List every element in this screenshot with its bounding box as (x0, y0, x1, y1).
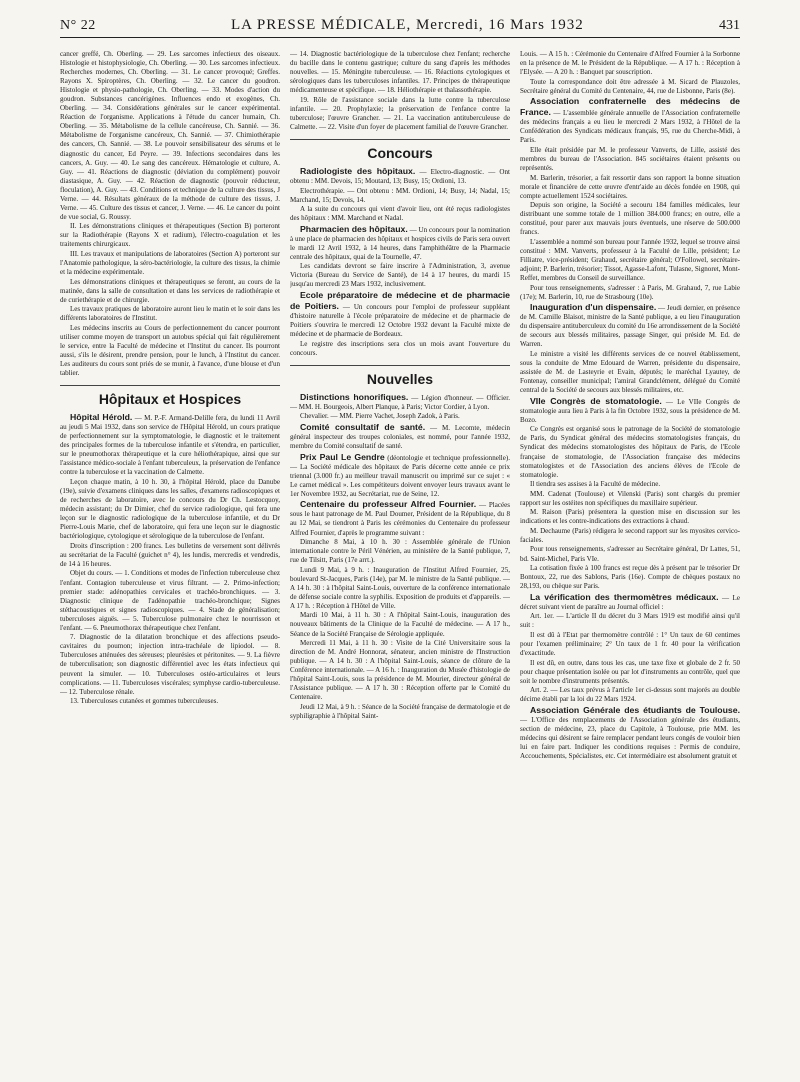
paragraph: 7. Diagnostic de la dilatation bronchique et des affections pseudo-cavitaires du poumon; injection intra-trachéale de lipiodol. — 8. Tuberculoses atténuées des séreuses; pleurésies et péritonites. — 9. La fièvre de tuberculisation; son diagnostic différentiel avec les états infectieux qui peuvent la simuler. — 10. Tuberculoses ostéo-articulaires et leurs complications. — 11. Tuberculoses viscérales; symphyse cardio-tuberculeuse. — 12. Tuberculose rénale. (60, 633, 280, 696)
paragraph: Lundi 9 Mai, à 9 h. : Inauguration de l'Institut Alfred Fournier, 25, boulevard St-Jacques, Paris (14e), par M. le ministre de la Santé publique. — A 14 h. 30 : à l'hôpital Saint-Louis, ouverture de la conférence internationale de défense sociale contre la syphilis. Exposition de produits et d'appareils. — A 17 h. : Réception à l'Hôtel de Ville. (290, 565, 510, 610)
article-text: — Légion d'honneur. — Officier. — MM. H. Bourgeois, Albert Planque, à Paris; Victor Cordier, à Lyon. (290, 393, 510, 411)
paragraph: Electrothérapie. — Ont obtenu : MM. Ordioni, 14; Busy, 14; Nadal, 15; Marchand, 15; Devois, 14. (290, 186, 510, 204)
article-title: Association confraternelle des médecins de France. (520, 96, 740, 118)
article-prix (290, 452, 510, 499)
article-title: Comité consultatif de santé. (300, 422, 426, 432)
article-inauguration (520, 302, 740, 349)
paragraph: Ce Congrès est organisé sous le patronage de la Société de stomatologie de Paris, du Syndicat général des médecins stomatologistes français, du Syndicat des médecins stomatologistes des hôpitaux de Paris, de l'Ecole française de stomatologie, de l'Association française des médecins stomatologistes et de l'Association des anciens élèves de l'Ecole de stomatologie. (520, 425, 740, 479)
article-title: VIIe Congrès de stomatologie. (530, 395, 662, 406)
paragraph: Il tiendra ses assises à la Faculté de médecine. (530, 480, 661, 489)
paragraph: Les médecins inscrits au Cours de perfectionnement du cancer pourront utiliser comme moyen de transport un autobus spécial qui fait régulièrement le service, entre la Faculté de médecine et l'Institut du cancer. Ils pourront aussi, s'ils le désirent, prendre pension, pour le lunch, à l'Institut du cancer. Les auditeurs du cours sont priés de se munir, à l'avance, d'une blouse et d'un tablier. (60, 323, 280, 378)
paragraph: Chevalier. — MM. Pierre Vachet, Joseph Zadok, à Paris. (300, 412, 460, 421)
article-text: (déontologie et technique professionnelle). — La Société médicale des hôpitaux de Paris décerne cette année ce prix triennal (3.000 fr.) au meilleur travail manuscrit ou imprimé sur ce sujet : « Le carnet médical ». Les compétiteurs doivent envoyer leurs travaux avant le 1er Novembre 1932, au Secrétariat, rue de Seine, 12. (290, 453, 510, 498)
column-2 (290, 50, 510, 1072)
article-columns (60, 50, 740, 1072)
paragraph: Art. 2. — Les taux prévus à l'article 1er ci-dessus sont majorés au double décime établi par la loi du 22 Mars 1924. (520, 686, 740, 704)
article-title: Radiologiste des hôpitaux. (300, 165, 416, 176)
article-text: — Le décret suivant vient de paraître au Journal officiel : (520, 593, 740, 611)
paragraph: A la suite du concours qui vient d'avoir lieu, ont été reçus radiologistes des hôpitaux : MM. Marchand et Nadal. (290, 205, 510, 223)
article-etudiants-toulouse (520, 705, 740, 761)
paragraph: MM. Cadenat (Toulouse) et Vilenski (Paris) sont chargés du premier rapport sur les ostéites non spécifiques du maxillaire supérieur. (520, 489, 740, 507)
section-title-hopitaux: Hôpitaux et Hospices (60, 385, 280, 407)
paragraph: Leçon chaque matin, à 10 h. 30, à l'hôpital Hérold, place du Danube (19e), suivie d'examens cliniques dans les salles, d'examens radioscopiques et de recherches de laboratoire, avec le concours du Dr Ch. Lestocquoy, médecin assistant; du Dr Dimier, chef du service radiologique, qui fera une leçon sur le diagnostic radiologique de la tuberculose infantile, et du Dr Pierre-Louis Marie, chef de laboratoire, qui fera une leçon sur le diagnostic bactériologique, cytologique et sérologique de la tuberculose de l'enfant. (60, 478, 280, 541)
article-thermometres (520, 592, 740, 612)
page-number: 431 (719, 18, 740, 33)
paragraph: Objet du cours. — 1. Conditions et modes de l'infection tuberculeuse chez l'enfant. Contagion tuberculeuse et virus filtrant. — 2. Primo-infection; premier stade: adénopathies cervicales et trachéo-bronchiques. — 3. Diagnostic clinique de l'adénopathie trachéo-bronchique; Signes stéthacoustiques et signes radioscopiques. — 4. Stade de généralisation; tuberculoses aiguës. — 5. Tuberculose pulmonaire chez le nourrisson et l'enfant. — 6. Pneumothorax thérapeutique chez l'enfant. (60, 569, 280, 632)
article-title: Hôpital Hérold. (70, 412, 133, 423)
paragraph: II. Les démonstrations cliniques et thérapeutiques (Section B) porteront sur la Radiothérapie (Rayons X et radium), l'électro-coagulation et les traitements chirurgicaux. (60, 222, 280, 249)
article-text: — Le VIIe Congrès de stomatologie aura lieu à Paris à la fin Octobre 1932, sous la présidence de M. Bozo. (520, 397, 740, 424)
article-title: Association Générale des étudiants de Toulouse. (530, 704, 740, 715)
column-1 (60, 50, 280, 1072)
paragraph: Art. 1er. — L'article II du décret du 3 Mars 1919 est modifié ainsi qu'il suit : (520, 612, 740, 630)
article-title: La vérification des thermomètres médicaux. (530, 591, 719, 602)
article-text: — Un concours pour la nomination à une place de pharmacien des hôpitaux et hospices civils de Paris sera ouvert le mardi 12 Avril 1932, à 14 heures, dans l'amphithéâtre de la Pharmacie centrale des hôpitaux, quai de la Tournelle, 47. (290, 225, 510, 261)
paragraph: Il est dû à l'Etat par thermomètre contrôlé : 1° Un taux de 60 centimes pour l'examen préliminaire; 2° Un taux de 1 fr. 40 pour la vérification d'exactitude. (520, 630, 740, 657)
paragraph: Depuis son origine, la Société a secouru 184 familles médicales, leur distribuant une somme totale de 1 million 384.000 francs; en outre, elle a constitué, pour parer aux mauvais jours éventuels, une réserve de 500.000 francs. (520, 201, 740, 237)
paragraph: Mercredi 11 Mai, à 11 h. 30 : Visite de la Cité Universitaire sous la direction de M. André Honnorat, sénateur, ancien ministre de l'Instruction publique. — A 14 h. 30 : A l'hôpital Saint-Louis, séance de clôture de la Conférence internationale. — A 16 h. : Inauguration du Musée d'histologie de l'hôpital Saint-Louis, sous la présidence de M. Mourier, directeur général de l'Assistance publique. — A 17 h. 30 : Réception offerte par le Comité du Centenaire. (290, 639, 510, 702)
paragraph: Pour tous renseignements, s'adresser : à Paris, M. Grahaud, 7, rue Labie (17e); M. Barlerin, 10, rue de Strasbourg (10e). (520, 283, 740, 301)
paragraph: La cotisation fixée à 100 francs est reçue dès à présent par le trésorier Dr Bontoux, 22, rue des Sablons, Paris (16e). Compte de chèques postaux no 28,193, ou chèque sur Paris. (520, 564, 740, 591)
paragraph: — 14. Diagnostic bactériologique de la tuberculose chez l'enfant; recherche du bacille dans le contenu gastrique; culture du sang d'après les méthodes nouvelles. — 15. Méningite tuberculeuse. — 16. Réactions cytologiques et sérologiques dans les tuberculoses infantiles. 17. Principes de thérapeutique médicamenteuse et spécifique. — 18. Héliothérapie et thalassothérapie. (290, 50, 510, 95)
paragraph: Les démonstrations cliniques et thérapeutiques se feront, au cours de la matinée, dans la salle de consultation et dans les services de radiothérapie et de curiethérapie et de chirurgie. (60, 277, 280, 304)
section-title-nouvelles: Nouvelles (290, 365, 510, 387)
paragraph: Toute la correspondance doit être adressée à M. Sicard de Plauzoles, Secrétaire général du Comité du Centenaire, 44, rue de Lisbonne, Paris (8e). (520, 77, 740, 95)
paragraph: Mardi 10 Mai, à 11 h. 30 : A l'hôpital Saint-Louis, inauguration des nouveaux bâtiments de la Clinique de la Faculté de médecine. — A 17 h., Séance de la Société Française de Sérologie appliquée. (290, 611, 510, 638)
paragraph: Elle était présidée par M. le professeur Vanverts, de Lille, assisté des membres du bureau de l'Association. 845 sociétaires étaient présents ou représentés. (520, 145, 740, 173)
article-herold (60, 412, 280, 477)
article-distinctions (290, 392, 510, 412)
paragraph: M. Dechaume (Paris) rédigera le second rapport sur les myosites cervico-faciales. (520, 526, 740, 544)
article-text: — Un concours pour l'emploi de professeur suppléant d'histoire naturelle à l'école préparatoire de médecine et de pharmacie de Poitiers s'ouvrira le mercredi 12 Octobre 1932 devant la Faculté mixte de médecine et de pharmacie de Bordeaux. (290, 303, 510, 339)
paragraph: 19. Rôle de l'assistance sociale dans la lutte contre la tuberculose infantile. — 20. Prophylaxie; la préservation de l'enfance contre la tuberculose; l'œuvre Grancher. — 21. La vaccination antituberculeuse de Calmette. — 22. Visite d'un foyer de placement familial de l'œuvre Grancher. (290, 95, 510, 131)
article-title: Inauguration d'un dispensaire. (530, 302, 657, 313)
article-text: — L'Office des remplacements de l'Association générale des étudiants, section de médecine, 23, place du Capitole, à Toulouse, prie MM. les médecins qui désirent se faire remplacer pendant leurs congés de vouloir bien lui en faire part. Indiquer les conditions requises : Permis de conduire, Accouchements, Spécialistes, etc. Cet intermédiaire est absolument gratuit et (520, 715, 740, 761)
paragraph: Le registre des inscriptions sera clos un mois avant l'ouverture du concours. (290, 339, 510, 357)
paragraph: 13. Tuberculoses cutanées et gommes tuberculeuses. (70, 697, 219, 706)
article-text: — M. Lecomte, médecin général inspecteur des troupes coloniales, est nommé, pour l'année 1932, membre du Comité consultatif de santé. (290, 424, 510, 451)
paragraph: Le ministre a visité les différents services de ce nouvel établissement, sous la conduite de Mme Edouard de Warren, présidente du dispensaire, assistée de M. de Lasteyrie et Evain, députés; le maréchal Lyautey, de Fontenay, conseiller municipal; l'amiral Grandclément, délégué du Comité central de la Société de secours aux blessés militaires, etc. (520, 350, 740, 395)
paragraph: L'assemblée a nommé son bureau pour l'année 1932, lequel se trouve ainsi constitué : MM. Vanverts, professeur à la Faculté de Lille, président; Le Filliatre, vice-président; Grahaud, secrétaire général; O'Followel, secrétaire-adjoint; P. Barlerin, trésorier; Tissot, Agasse-Lafont, Tulasne, Signoret, Mont-Reffet, membres du Conseil de surveillance. (520, 237, 740, 283)
page-header (60, 14, 740, 38)
article-pharmacien (290, 224, 510, 262)
article-title: Centenaire du professeur Alfred Fournier. (300, 499, 477, 510)
article-text: — Placées sous le haut patronage de M. Paul Doumer, Président de la République, du 8 au 12 Mai, se tiendront à Paris les cérémonies du Centenaire du professeur Alfred Fournier, d'après le programme suivant : (290, 501, 510, 537)
paragraph: M. Raison (Paris) présentera la question mise en discussion sur les indications et les contre-indications des extractions à chaud. (520, 508, 740, 526)
issue-number: N° 22 (60, 18, 96, 33)
paragraph: Les candidats devront se faire inscrire à l'Administration, 3, avenue Victoria (Bureau du Service de Santé), de 14 à 17 heures, du mardi 15 jusqu'au mercredi 23 Mars 1932, inclusivement. (290, 262, 510, 289)
paragraph: Les travaux pratiques de laboratoire auront lieu le matin et le soir dans les différents laboratoires de l'Institut. (60, 305, 280, 323)
article-title: Distinctions honorifiques. (300, 391, 409, 402)
paragraph: Jeudi 12 Mai, à 9 h. : Séance de la Société française de dermatologie et de syphiligraphie à l'hôpital Saint- (290, 702, 510, 720)
article-text: — Electro-diagnostic. — Ont obtenu : MM. Devois, 15; Moutard, 13; Busy, 15; Ordioni, 13. (290, 167, 510, 185)
paragraph: Dimanche 8 Mai, à 10 h. 30 : Assemblée générale de l'Union internationale contre le Péril Vénérien, au ministère de la Santé publique, 7, rue de Tilsitt, Paris (17e arrt.). (290, 538, 510, 565)
article-title: Ecole préparatoire de médecine et de pharmacie de Poitiers. (290, 290, 510, 312)
paragraph: Pour tous renseignements, s'adresser au Secrétaire général, Dr Lattes, 51, bd. Saint-Michel, Paris VIe. (520, 545, 740, 563)
section-title-concours: Concours (290, 139, 510, 161)
paragraph: Droits d'inscription : 200 francs. Les bulletins de versement sont délivrés au secrétariat de la Faculté (guichet n° 4), les lundis, mercredis et vendredis, de 14 à 16 heures. (60, 541, 280, 568)
article-radiologiste (290, 166, 510, 186)
journal-title: LA PRESSE MÉDICALE, Mercredi, 16 Mars 1932 (230, 17, 584, 33)
article-comite (290, 422, 510, 451)
article-ecole-poitiers (290, 290, 510, 339)
paragraph: Il est dû, en outre, dans tous les cas, une taxe fixe et globale de 2 fr. 50 pour chaque présentation isolée ou par lot d'instruments au contrôle, quel que soit le nombre d'instruments présentés. (520, 658, 740, 685)
article-stomatologie (520, 396, 740, 425)
article-centenaire (290, 499, 510, 537)
article-text: — M. P.-F. Armand-Delille fera, du lundi 11 Avril au jeudi 5 Mai 1932, dans son service de l'Hôpital Hérold, un cours pratique de perfectionnement sur la symptomatologie, le diagnostic et le traitement des principales formes de la tuberculose infantile et s'étendra, en particulier, sur le pneumothorax thérapeutique et la cure héliothérapique, ainsi que sur l'assistance médico-sociale à l'enfant tuberculeux, la préservation de l'enfance contre la tuberculose et la vaccination de Calmette. (60, 414, 280, 477)
paragraph: cancer greffé, Ch. Oberling. — 29. Les sarcomes infectieux des oiseaux. Histologie et histophysiologie, Ch. Oberling. — 30. Les sarcomes infectieux. Recherches modernes, Ch. Oberling. — 31. Le cancer provoqué; Greffes. Rayons X. Spiroptères, Ch. Oberling. — 32. Le cancer du goudron. Histologie et physio-pathologie, Ch. Oberling. — 33. Modes d'action du goudron. Substances cancérigènes. Influences endo et exogènes, Ch. Oberling. — 34. Considérations générales sur le cancer expérimental. Réaction de l'organisme. Applications à l'étude du cancer humain, Ch. Oberling. — 35. Métabolisme de la cellule cancéreuse, Ch. Sannié. — 36. Métabolisme de l'organisme cancéreux, Ch. Sannié. — 37. Chimiothérapie des cancers, Ch. Sannié. — 38. Le pouvoir sensibilisateur des sérums et le diagnostic du cancer, Ed Peyre. — 39. Infections secondaires dans les cancers, A. Guy. — 40. Le sang des cancéreux. Hématologie et culture, A. Guy. — 41. Réactions de diagnostic (déviation du complément) pouvoir diastasique, A. Guy. — 42. Réaction de diagnostic (pouvoir réducteur, floculation), A. Guy. — 43. Conditions et technique de la culture des tissus, J Verne. — 44. Résultats généraux de la méthode de culture des tissus, J. Verne. — 45. Culture des tissus et cancer, J. Verne. — 46. Le cancer du point de vue social, G. Roussy. (60, 50, 280, 221)
paragraph: III. Les travaux et manipulations de laboratoires (Section A) porteront sur l'Anatomie pathologique, la séro-bactériologie, la culture des tissus, la chimie et la médecine expérimentale. (60, 250, 280, 277)
paragraph: M. Barlerin, trésorier, a fait ressortir dans son rapport la bonne situation morale et financière de cette œuvre d'entr'aide au décès fondée en 1908, qui compte actuellement 1524 sociétaires. (520, 173, 740, 200)
article-title: Prix Paul Le Gendre (300, 451, 385, 462)
article-association (520, 96, 740, 145)
article-text: — L'assemblée générale annuelle de l'Association confraternelle des médecins français a eu lieu le mercredi 2 Mars 1932, à l'Hôtel de la Confédération des Syndicats médicaux français, 95, rue du Cherche-Midi, à Paris. (520, 109, 740, 145)
article-text: — Jeudi dernier, en présence de M. Camille Blaisot, ministre de la Santé publique, a eu lieu l'inauguration du dispensaire antituberculeux du comité du 16e arrondissement de la Société de secours aux blessés militaires, passage Singer, qui préside M. Ed. de Warren. (520, 304, 740, 349)
column-3 (520, 50, 740, 1072)
article-title: Pharmacien des hôpitaux. (300, 223, 408, 234)
paragraph: Louis. — A 15 h. : Cérémonie du Centenaire d'Alfred Fournier à la Sorbonne en la présence de M. le Président de la République. — A 17 h. : Réception à l'Elysée. — A 20 h. : Banquet par souscription. (520, 50, 740, 77)
